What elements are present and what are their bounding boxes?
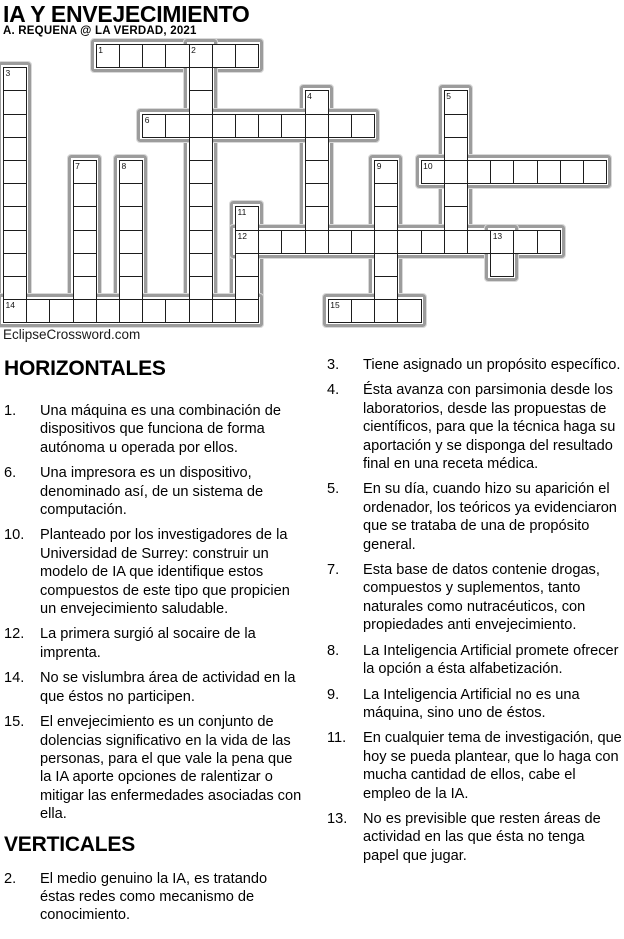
grid-cell[interactable] (235, 44, 259, 68)
grid-cell[interactable] (26, 299, 50, 323)
page-subtitle: A. REQUENA @ LA VERDAD, 2021 (3, 25, 197, 37)
grid-cell[interactable] (73, 253, 97, 277)
cell-number-1: 1 (98, 45, 104, 55)
clue-number: 12. (4, 626, 25, 643)
grid-cell[interactable] (374, 253, 398, 277)
clue-text: En su día, cuando hizo su aparición el ordenador, los teóricos ya evidenciaron que se trataba de una de propósito general. (363, 481, 617, 553)
clue-item-13 (327, 810, 623, 865)
grid-cell[interactable] (73, 183, 97, 207)
clue-number: 8. (327, 642, 340, 659)
grid-cell[interactable] (212, 44, 236, 68)
grid-cell[interactable] (281, 114, 305, 138)
grid-cell[interactable] (119, 299, 143, 323)
grid-cell[interactable] (467, 230, 491, 254)
clue-number: 15. (4, 714, 25, 731)
grid-cell[interactable] (3, 137, 27, 161)
grid-cell[interactable] (444, 206, 468, 230)
grid-cell[interactable] (165, 114, 189, 138)
grid-cell[interactable] (142, 299, 166, 323)
grid-cell[interactable] (212, 299, 236, 323)
clues-section-heading: VERTICALES (4, 832, 136, 856)
clues-column-right (327, 356, 623, 872)
cell-number-5: 5 (446, 91, 452, 102)
grid-cell[interactable] (305, 160, 329, 184)
page-title: IA Y ENVEJECIMIENTO (3, 1, 250, 27)
grid-cell[interactable] (351, 299, 375, 323)
grid-cell[interactable] (421, 230, 445, 254)
grid-cell[interactable] (3, 253, 27, 277)
clue-text: Tiene asignado un propósito específico. (363, 357, 621, 373)
clue-number: 2. (4, 870, 17, 887)
clue-number: 7. (327, 562, 340, 579)
grid-cell[interactable] (73, 206, 97, 230)
cell-number-13: 13 (492, 230, 503, 241)
cell-number-7: 7 (75, 161, 80, 171)
cell-number-2: 2 (191, 45, 196, 55)
grid-cell[interactable] (258, 230, 282, 254)
clue-number: 10. (4, 527, 25, 544)
grid-cell[interactable] (328, 230, 352, 254)
clue-item-7 (327, 561, 623, 635)
clue-text: Esta base de datos contenie drogas, compuestos y suplementos, tanto naturales como nutracéuticos, con propiedades anti envejecimiento. (363, 562, 600, 634)
grid-cell[interactable] (142, 44, 166, 68)
grid-cell[interactable] (490, 253, 514, 277)
grid-cell[interactable] (444, 160, 468, 184)
clue-item-8 (327, 642, 623, 679)
grid-cell[interactable] (351, 230, 375, 254)
grid-cell[interactable] (467, 160, 491, 184)
grid-cell[interactable] (374, 206, 398, 230)
clue-item-2 (4, 870, 306, 925)
grid-cell[interactable] (3, 90, 27, 114)
clue-text: Ésta avanza con parsimonia desde los laboratorios, desde las propuestas de científicos, para que la técnica haga su aportación y se disponga del resultado final en una receta médica. (363, 382, 616, 473)
clue-text: El envejecimiento es un conjunto de dolencias significativo en la vida de las personas, para el que vale la pena que la IA aporte opciones de ralentizar o mitigar las enfermedades asociadas con ella. (40, 714, 302, 823)
clues-section-heading: HORIZONTALES (4, 357, 166, 380)
cell-number-9: 9 (376, 161, 382, 171)
clue-item-5 (327, 480, 623, 554)
clue-item-1 (4, 402, 306, 457)
grid-cell[interactable] (189, 90, 213, 114)
clues-column-left (4, 356, 306, 932)
clue-item-12 (4, 625, 306, 662)
cell-number-8: 8 (121, 161, 127, 171)
grid-cell[interactable] (583, 160, 607, 184)
cell-number-11: 11 (237, 207, 247, 218)
clue-item-6 (4, 464, 306, 519)
clue-item-14 (4, 669, 306, 706)
clue-item-9 (327, 686, 623, 723)
grid-cell[interactable] (3, 206, 27, 230)
grid-cell[interactable] (281, 230, 305, 254)
grid-cell[interactable] (513, 230, 537, 254)
clue-number: 9. (327, 686, 340, 703)
cell-number-15: 15 (330, 300, 340, 311)
clue-number: 13. (327, 810, 348, 827)
grid-cell[interactable] (189, 230, 213, 254)
grid-cell[interactable] (258, 114, 282, 138)
grid-cell[interactable] (189, 206, 213, 230)
grid-cell[interactable] (119, 276, 143, 300)
clue-number: 6. (4, 465, 17, 482)
grid-cell[interactable] (328, 114, 352, 138)
grid-cell[interactable] (189, 160, 213, 184)
grid-cell[interactable] (119, 206, 143, 230)
cell-number-3: 3 (5, 68, 11, 79)
grid-cell[interactable] (73, 276, 97, 300)
grid-cell[interactable] (305, 230, 329, 254)
grid-cell[interactable] (119, 44, 143, 68)
grid-cell[interactable] (189, 276, 213, 300)
crossword-grid (0, 0, 624, 340)
grid-cell[interactable] (444, 183, 468, 207)
grid-cell[interactable] (374, 276, 398, 300)
grid-cell[interactable] (305, 114, 329, 138)
grid-cell[interactable] (189, 67, 213, 91)
grid-cell[interactable] (374, 230, 398, 254)
clue-number: 3. (327, 357, 340, 373)
clue-item-10 (4, 526, 306, 618)
grid-cell[interactable] (235, 276, 259, 300)
grid-cell[interactable] (560, 160, 584, 184)
grid-cell[interactable] (165, 44, 189, 68)
grid-cell[interactable] (444, 114, 468, 138)
grid-cell[interactable] (235, 253, 259, 277)
clue-item-15 (4, 713, 306, 823)
grid-cell[interactable] (189, 253, 213, 277)
grid-cell[interactable] (189, 114, 213, 138)
grid-cell[interactable] (3, 114, 27, 138)
clue-text: Planteado por los investigadores de la Universidad de Surrey: construir un modelo de IA que identifique estos compuestos de este tipo que propicien un envejecimiento saludable. (40, 527, 290, 618)
grid-cell[interactable] (444, 137, 468, 161)
cell-number-10: 10 (423, 161, 433, 171)
grid-cell[interactable] (189, 183, 213, 207)
grid-cell[interactable] (165, 299, 189, 323)
grid-cell[interactable] (189, 299, 213, 323)
clue-text: Una máquina es una combinación de dispositivos que funciona de forma autónoma u operada por ellos. (40, 403, 281, 456)
grid-cell[interactable] (3, 160, 27, 184)
grid-cell[interactable] (3, 230, 27, 254)
grid-cell[interactable] (305, 183, 329, 207)
clue-text: La primera surgió al socaire de la imprenta. (40, 626, 256, 661)
clue-text: En cualquier tema de investigación, que hoy se pueda plantear, que lo haga con mucha cantidad de ellos, cabe el empleo de la IA. (363, 730, 622, 802)
clue-number: 1. (4, 403, 17, 419)
clue-number: 11. (327, 730, 347, 747)
clue-text: No es previsible que resten áreas de actividad en las que ésta no tenga papel que jugar. (363, 810, 601, 864)
clue-text: No se vislumbra área de actividad en la que éstos no participen. (40, 670, 296, 705)
grid-cell[interactable] (374, 299, 398, 323)
clue-text: El medio genuino la IA, es tratando éstas redes como mecanismo de conocimiento. (40, 870, 268, 924)
grid-cell[interactable] (513, 160, 537, 184)
clue-number: 14. (4, 670, 25, 687)
grid-cell[interactable] (3, 276, 27, 300)
grid-cell[interactable] (119, 183, 143, 207)
clue-number: 5. (327, 481, 340, 498)
clue-text: Una impresora es un dispositivo, denominado así, de un sistema de computación. (40, 465, 264, 519)
grid-cell[interactable] (119, 230, 143, 254)
grid-cell[interactable] (397, 299, 421, 323)
grid-cell[interactable] (305, 137, 329, 161)
grid-cell[interactable] (49, 299, 73, 323)
grid-cell[interactable] (96, 299, 120, 323)
grid-cell[interactable] (444, 230, 468, 254)
grid-cell[interactable] (189, 137, 213, 161)
clue-item-3 (327, 356, 623, 374)
grid-cell[interactable] (351, 114, 375, 138)
grid-cell[interactable] (537, 160, 561, 184)
clue-item-4 (327, 381, 623, 473)
cell-number-6: 6 (144, 114, 150, 125)
grid-cell[interactable] (73, 230, 97, 254)
cell-number-12: 12 (237, 230, 247, 241)
clue-text: La Inteligencia Artificial no es una máquina, sino uno de éstos. (363, 686, 580, 721)
grid-cell[interactable] (374, 183, 398, 207)
clue-text: La Inteligencia Artificial promete ofrecer la opción a ésta alfabetización. (363, 642, 619, 678)
grid-cell[interactable] (537, 230, 561, 254)
grid-cell[interactable] (3, 183, 27, 207)
cell-number-14: 14 (5, 300, 15, 311)
generator-credit: EclipseCrossword.com (3, 327, 141, 342)
grid-cell[interactable] (235, 114, 259, 138)
grid-cell[interactable] (397, 230, 421, 254)
cell-number-4: 4 (307, 91, 312, 102)
grid-cell[interactable] (235, 299, 259, 323)
grid-cell[interactable] (212, 114, 236, 138)
clue-item-11 (327, 729, 623, 803)
grid-cell[interactable] (73, 299, 97, 323)
grid-cell[interactable] (305, 206, 329, 230)
grid-cell[interactable] (490, 160, 514, 184)
grid-cell[interactable] (119, 253, 143, 277)
clue-number: 4. (327, 382, 340, 399)
